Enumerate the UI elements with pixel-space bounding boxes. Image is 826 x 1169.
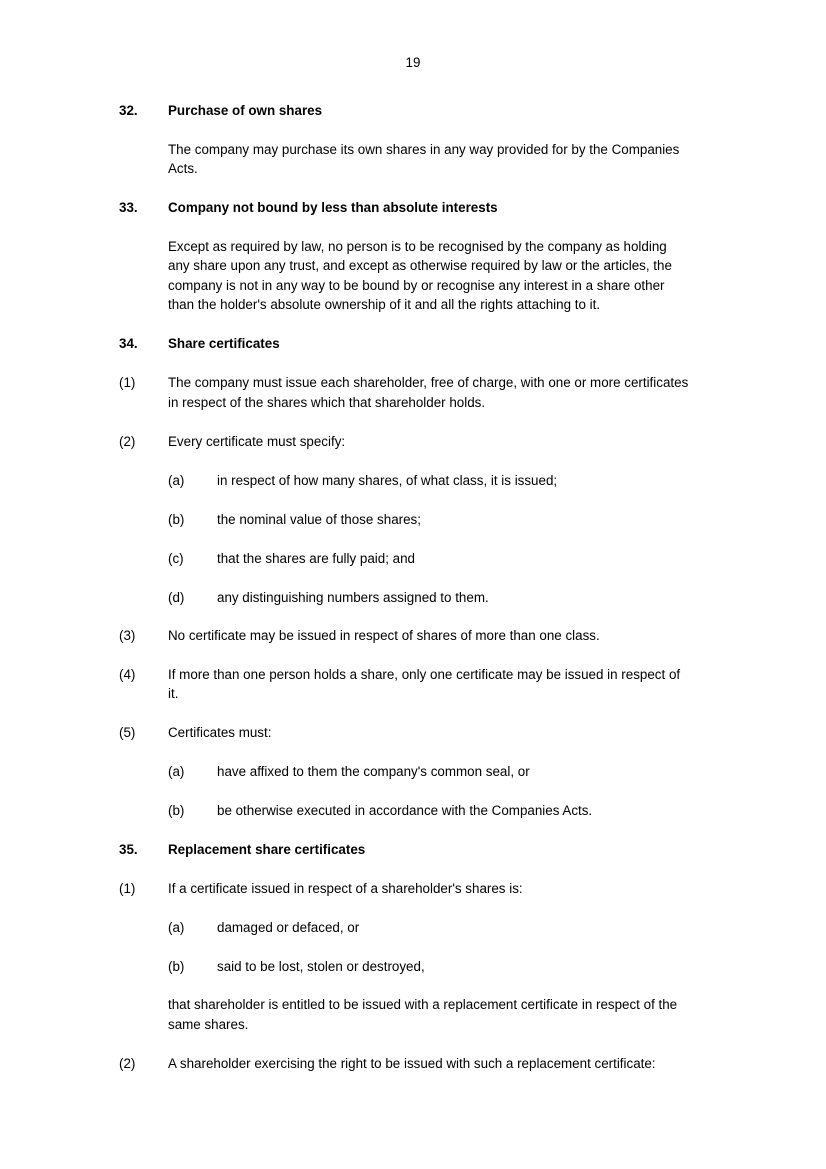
paragraph-34-1-line-2: in respect of the shares which that shareholder holds. (168, 395, 486, 410)
paragraph-34-1-line-1: The company must issue each shareholder, free of charge, with one or more certificates (168, 375, 689, 390)
item-label-34-5-b: (b) (168, 803, 185, 818)
section-33-line-1: Except as required by law, no person is to be recognised by the company as holding (168, 239, 667, 254)
item-text-35-1-b: said to be lost, stolen or destroyed, (217, 959, 425, 974)
section-33-line-2: any share upon any trust, and except as otherwise required by law or the articles, the (168, 258, 672, 273)
section-heading-32: Purchase of own shares (168, 103, 323, 118)
section-number-32: 32. (119, 103, 138, 118)
section-heading-34: Share certificates (168, 336, 280, 351)
section-heading-35: Replacement share certificates (168, 842, 366, 857)
paragraph-34-5-line-1: Certificates must: (168, 725, 272, 740)
page-number: 19 (405, 55, 421, 70)
paragraph-35-1-line-1: If a certificate issued in respect of a shareholder's shares is: (168, 881, 523, 896)
paragraph-34-4-line-2: it. (168, 686, 179, 701)
paragraph-35-2-line-1: A shareholder exercising the right to be issued with such a replacement certificate: (168, 1056, 656, 1071)
paragraph-34-3-line-1: No certificate may be issued in respect of shares of more than one class. (168, 628, 600, 643)
paragraph-label-35-2: (2) (119, 1056, 136, 1071)
item-text-35-1-a: damaged or defaced, or (217, 920, 360, 935)
paragraph-35-1-after-line-1: that shareholder is entitled to be issued with a replacement certificate in respect of the (168, 997, 678, 1012)
item-text-34-2-b: the nominal value of those shares; (217, 512, 421, 527)
item-text-34-5-b: be otherwise executed in accordance with the Companies Acts. (217, 803, 593, 818)
item-label-34-2-a: (a) (168, 473, 185, 488)
paragraph-label-34-5: (5) (119, 725, 136, 740)
item-text-34-2-c: that the shares are fully paid; and (217, 551, 416, 566)
section-heading-33: Company not bound by less than absolute interests (168, 200, 498, 215)
section-33-line-4: than the holder's absolute ownership of it and all the rights attaching to it. (168, 297, 601, 312)
paragraph-label-34-4: (4) (119, 667, 136, 682)
item-text-34-2-a: in respect of how many shares, of what class, it is issued; (217, 473, 558, 488)
item-label-34-2-c: (c) (168, 551, 184, 566)
section-number-35: 35. (119, 842, 138, 857)
section-32-line-1: The company may purchase its own shares in any way provided for by the Companies (168, 142, 680, 157)
item-label-35-1-b: (b) (168, 959, 185, 974)
section-number-34: 34. (119, 336, 138, 351)
item-label-34-2-b: (b) (168, 512, 185, 527)
paragraph-label-34-3: (3) (119, 628, 136, 643)
section-33-line-3: company is not in any way to be bound by or recognise any interest in a share other (168, 278, 665, 293)
paragraph-label-34-1: (1) (119, 375, 136, 390)
item-label-35-1-a: (a) (168, 920, 185, 935)
item-text-34-5-a: have affixed to them the company's common seal, or (217, 764, 530, 779)
paragraph-label-35-1: (1) (119, 881, 136, 896)
paragraph-34-2-line-1: Every certificate must specify: (168, 434, 346, 449)
item-text-34-2-d: any distinguishing numbers assigned to them. (217, 590, 489, 605)
paragraph-label-34-2: (2) (119, 434, 136, 449)
item-label-34-5-a: (a) (168, 764, 185, 779)
item-label-34-2-d: (d) (168, 590, 185, 605)
paragraph-35-1-after-line-2: same shares. (168, 1017, 249, 1032)
section-32-line-2: Acts. (168, 161, 198, 176)
paragraph-34-4-line-1: If more than one person holds a share, only one certificate may be issued in respect of (168, 667, 681, 682)
section-number-33: 33. (119, 200, 138, 215)
